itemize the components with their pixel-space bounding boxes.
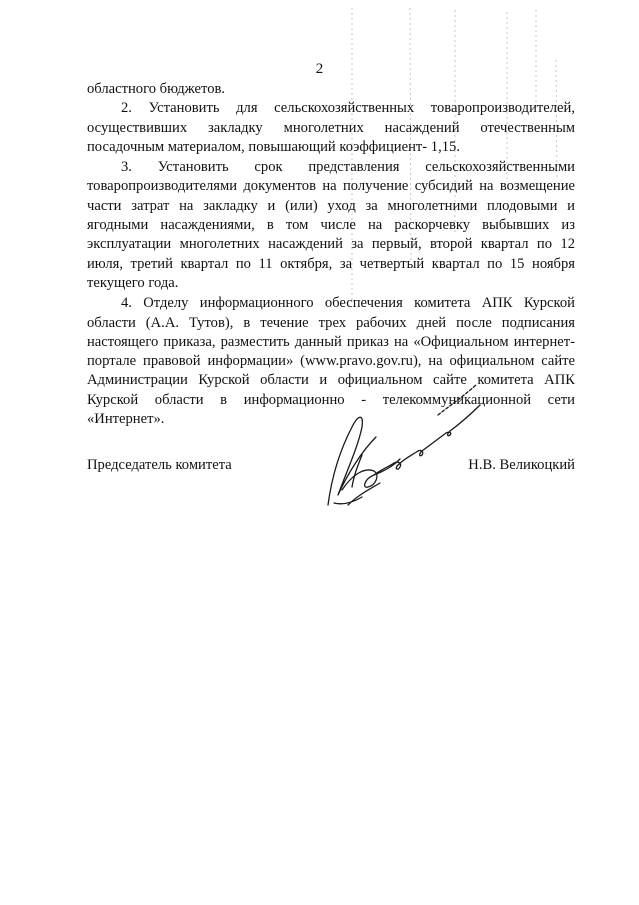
paragraph-item-3: 3. Установить срок представления сельскохозяйственными товаропроизводителями документов на получение субсидий на возмещение части затрат на закладку и (или) уход за многолетними плодовыми и ягодными насаждениями, в том числе на раскорчевку выбывших из эксплуатации многолетних насаждений за первый, второй квартал по 12 июля, третий квартал по 11 октября, за четвертый квартал по 15 ноября текущего года. (87, 159, 575, 291)
signatory-title: Председатель комитета (87, 457, 232, 473)
paragraph-item-2: 2. Установить для сельскохозяйственных товаропроизводителей, осуществивших закладку многолетних насаждений отечественным посадочным материалом, повышающий коэффициент- 1,15. (87, 100, 575, 155)
signatory-name: Н.В. Великоцкий (468, 457, 575, 473)
page-number: 2 (315, 61, 324, 77)
paragraph-item-4: 4. Отделу информационного обеспечения комитета АПК Курской области (А.А. Тутов), в течение трех рабочих дней после подписания настоящего приказа, разместить данный приказ на «Официальном интернет-портале правовой информации» (www.pravo.gov.ru), на официальном сайте Администрации Курской области и официальном сайте комитета АПК Курской области в информационно - телекоммуникационной сети «Интернет». (87, 295, 575, 428)
paragraph-continuation: областного бюджетов. (87, 81, 226, 97)
handwritten-signature (318, 355, 498, 525)
